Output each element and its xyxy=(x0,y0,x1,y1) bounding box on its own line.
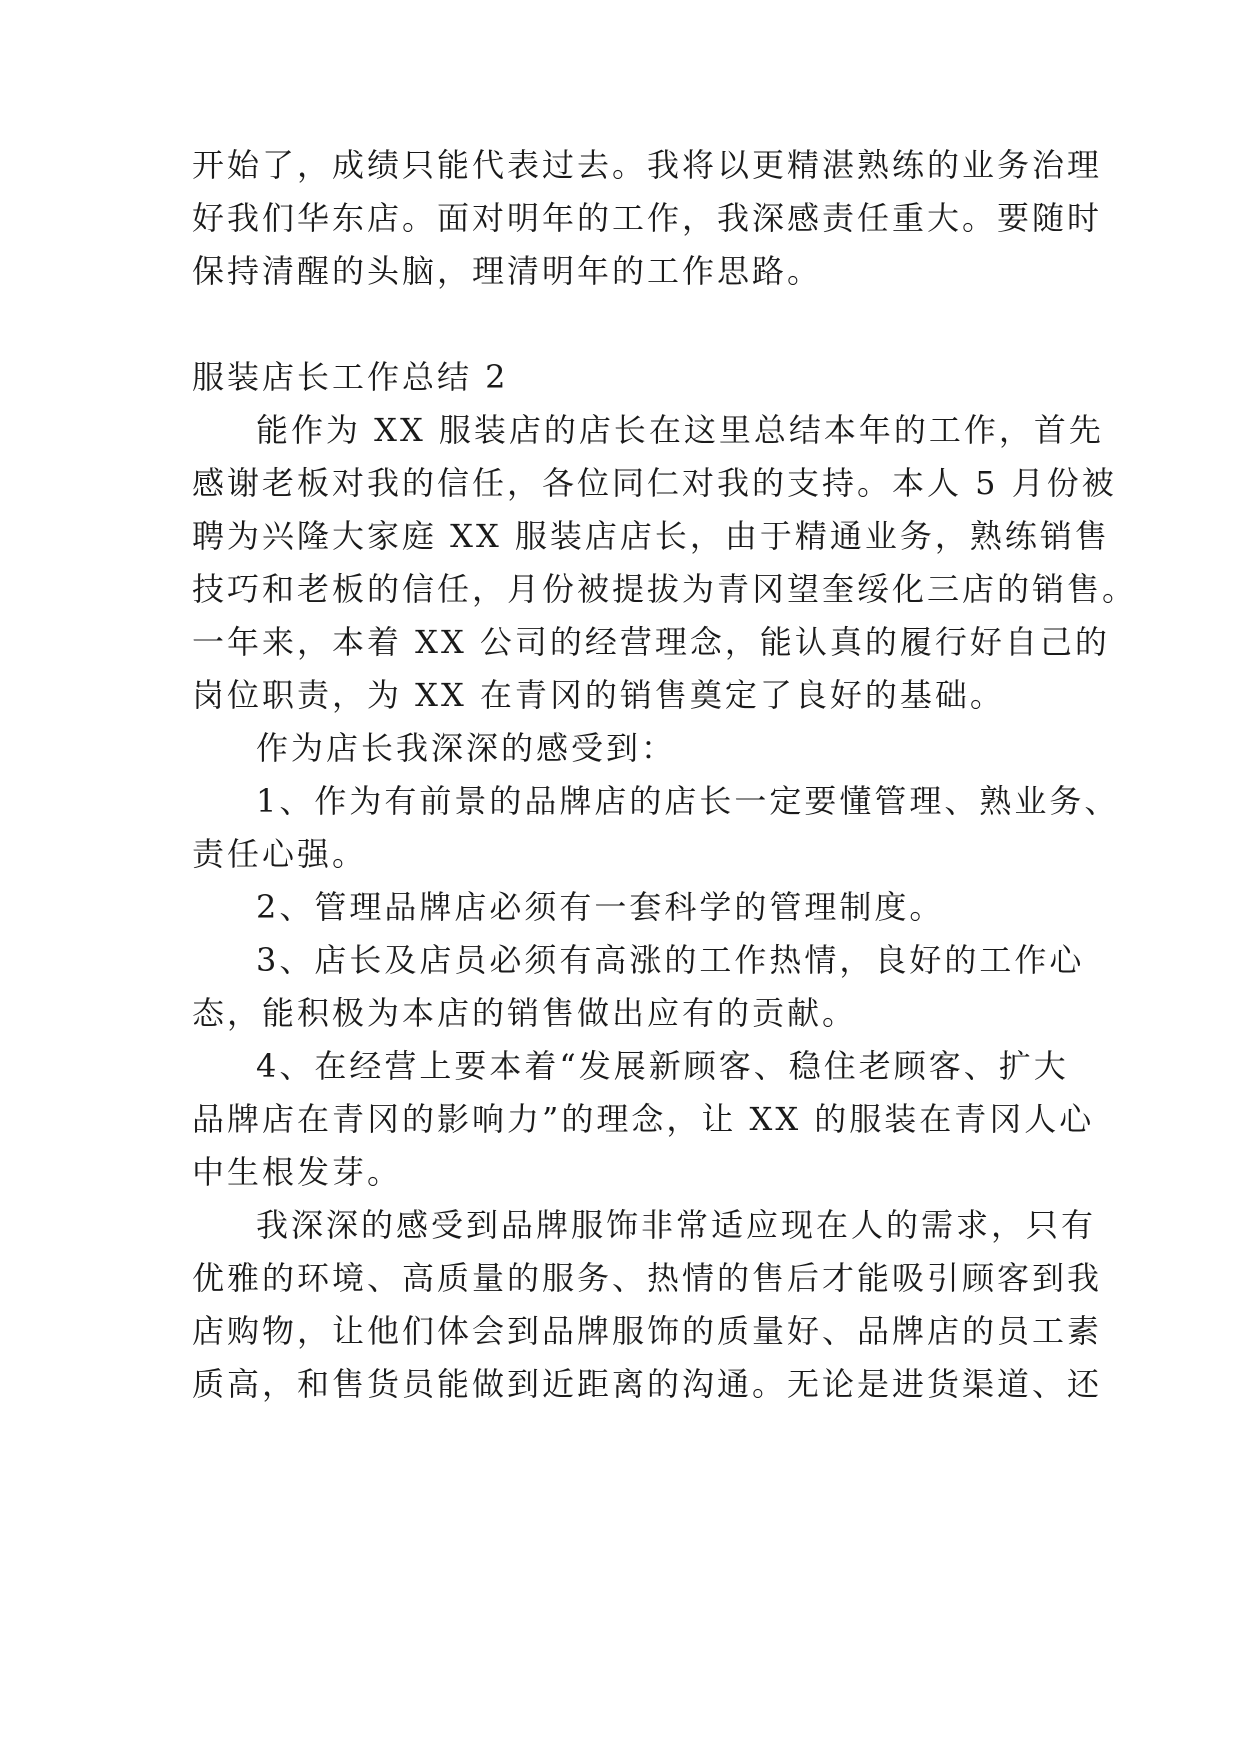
text-line: 3、店长及店员必须有高涨的工作热情，良好的工作心 xyxy=(256,941,1085,979)
text-line: 责任心强。 xyxy=(192,835,368,873)
text-line: 能作为 XX 服装店的店长在这里总结本年的工作，首先 xyxy=(256,411,1104,449)
text-line: 1、作为有前景的品牌店的店长一定要懂管理、熟业务、 xyxy=(256,782,1120,820)
text-line: 我深深的感受到品牌服饰非常适应现在人的需求，只有 xyxy=(256,1206,1097,1244)
text-line: 品牌店在青冈的影响力”的理念，让 XX 的服装在青冈人心 xyxy=(192,1100,1095,1138)
text-line: 优雅的环境、高质量的服务、热情的售后才能吸引顾客到我 xyxy=(192,1259,1103,1297)
text-line: 4、在经营上要本着“发展新顾客、稳住老顾客、扩大 xyxy=(256,1047,1069,1085)
section-heading: 服装店长工作总结 2 xyxy=(192,358,509,396)
paragraph-lead-in: 作为店长我深深的感受到： xyxy=(256,729,677,767)
text-line: 岗位职责，为 XX 在青冈的销售奠定了良好的基础。 xyxy=(192,676,1005,714)
text-line: 感谢老板对我的信任，各位同仁对我的支持。本人 5 月份被 xyxy=(192,464,1117,502)
text-line: 开始了，成绩只能代表过去。我将以更精湛熟练的业务治理 xyxy=(192,146,1103,184)
text-line: 一年来，本着 XX 公司的经营理念，能认真的履行好自己的 xyxy=(192,623,1110,661)
text-line: 质高，和售货员能做到近距离的沟通。无论是进货渠道、还 xyxy=(192,1365,1103,1403)
text-line: 2、管理品牌店必须有一套科学的管理制度。 xyxy=(256,888,945,926)
text-line: 聘为兴隆大家庭 XX 服装店店长，由于精通业务，熟练销售 xyxy=(192,517,1110,555)
text-line: 技巧和老板的信任，月份被提拔为青冈望奎绥化三店的销售。 xyxy=(192,570,1138,608)
text-line: 保持清醒的头脑，理清明年的工作思路。 xyxy=(192,252,823,290)
text-line: 好我们华东店。面对明年的工作，我深感责任重大。要随时 xyxy=(192,199,1103,237)
text-line: 中生根发芽。 xyxy=(192,1153,403,1191)
text-line: 店购物，让他们体会到品牌服饰的质量好、品牌店的员工素 xyxy=(192,1312,1103,1350)
text-line: 态，能积极为本店的销售做出应有的贡献。 xyxy=(192,994,858,1032)
